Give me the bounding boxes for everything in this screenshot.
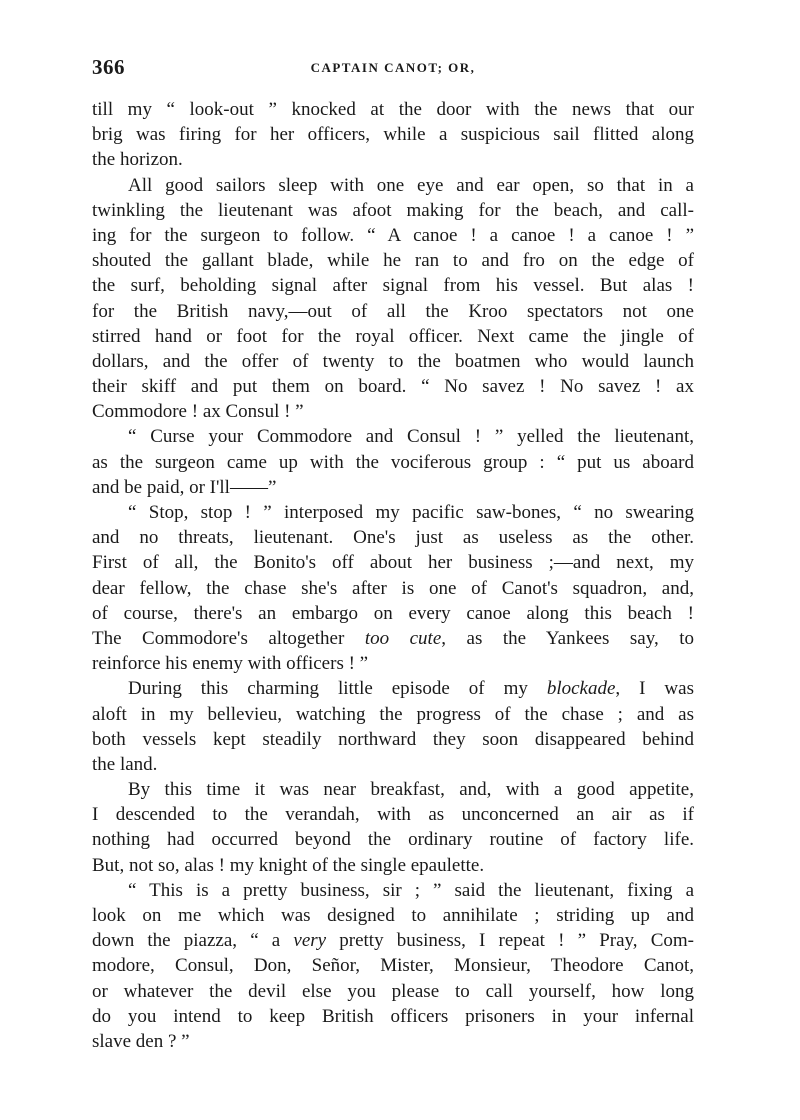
line-segment: During this charming little episode of my bbox=[128, 678, 547, 700]
text-line: reinforce his enemy with officers ! ” bbox=[92, 653, 369, 675]
text-line: First of all, the Bonito's off about her business ;—and next, my bbox=[92, 552, 694, 574]
text-line: brig was firing for her officers, while a suspicious sail flitted along bbox=[92, 124, 694, 146]
text-line bbox=[92, 676, 694, 701]
text-line: “ This is a pretty business, sir ; ” said the lieutenant, fixing a bbox=[128, 879, 694, 901]
text-line: twinkling the lieutenant was afoot making for the beach, and call- bbox=[92, 199, 694, 221]
text-line: both vessels kept steadily northward they soon disappeared behind bbox=[92, 728, 694, 750]
text-line: Commodore ! ax Consul ! ” bbox=[92, 401, 304, 423]
text-line: the land. bbox=[92, 753, 158, 775]
text-line: look on me which was designed to annihilate ; striding up and bbox=[92, 905, 694, 926]
text-line: the surf, beholding signal after signal from his vessel. But alas ! bbox=[92, 275, 694, 297]
line-segment: , I was bbox=[615, 678, 694, 700]
text-line: till my “ look-out ” knocked at the door with the news that our bbox=[92, 99, 694, 120]
body-text bbox=[92, 97, 694, 1054]
italic-phrase: too cute bbox=[364, 627, 442, 649]
text-line: “ Stop, stop ! ” interposed my pacific saw-bones, “ no swearing bbox=[128, 502, 694, 523]
text-line: aloft in my bellevieu, watching the progress of the chase ; and as bbox=[92, 703, 694, 725]
text-line: slave den ? ” bbox=[92, 1030, 190, 1052]
text-line: By this time it was near breakfast, and, with a good appetite, bbox=[128, 779, 694, 801]
text-line: stirred hand or foot for the royal officer. Next came the jingle of bbox=[92, 325, 694, 347]
page-header bbox=[92, 55, 694, 85]
text-line: and be paid, or I'll——” bbox=[92, 476, 277, 498]
italic-phrase: blockade bbox=[546, 678, 616, 700]
page-number: 366 bbox=[92, 55, 125, 79]
text-line: modore, Consul, Don, Señor, Mister, Monsieur, Theodore Canot, bbox=[92, 955, 694, 977]
text-line: shouted the gallant blade, while he ran to and fro on the edge of bbox=[92, 250, 694, 272]
text-line: “ Curse your Commodore and Consul ! ” yelled the lieutenant, bbox=[128, 426, 694, 448]
text-line: of course, there's an embargo on every canoe along this beach ! bbox=[92, 602, 694, 624]
text-line: or whatever the devil else you please to call yourself, how long bbox=[92, 980, 694, 1002]
line-segment: The Commodore's altogether bbox=[92, 627, 365, 649]
text-line: and no threats, lieutenant. One's just as useless as the other. bbox=[92, 527, 694, 549]
text-line: dollars, and the offer of twenty to the boatmen who would launch bbox=[92, 350, 694, 372]
text-line: I descended to the verandah, with as unconcerned an air as if bbox=[92, 804, 694, 826]
italic-phrase: very bbox=[293, 930, 327, 952]
text-line bbox=[92, 928, 694, 953]
text-line: the horizon. bbox=[92, 149, 183, 171]
text-line: But, not so, alas ! my knight of the single epaulette. bbox=[92, 854, 485, 876]
line-segment: , as the Yankees say, to bbox=[441, 627, 695, 649]
text-line: do you intend to keep British officers prisoners in your infernal bbox=[92, 1005, 694, 1027]
text-line: dear fellow, the chase she's after is one of Canot's squadron, and, bbox=[92, 577, 694, 599]
running-head: CAPTAIN CANOT; OR, bbox=[310, 60, 476, 75]
text-line: for the British navy,—out of all the Kroo spectators not one bbox=[92, 300, 694, 322]
text-line: their skiff and put them on board. “ No savez ! No savez ! ax bbox=[92, 376, 694, 398]
text-line: as the surgeon came up with the vociferous group : “ put us aboard bbox=[92, 451, 694, 473]
line-segment: pretty business, I repeat ! ” Pray, Com- bbox=[326, 930, 694, 952]
text-line: All good sailors sleep with one eye and ear open, so that in a bbox=[128, 174, 694, 196]
line-segment: down the piazza, “ a bbox=[92, 930, 294, 952]
text-line: nothing had occurred beyond the ordinary routine of factory life. bbox=[92, 829, 694, 851]
text-line: ing for the surgeon to follow. “ A canoe ! a canoe ! a canoe ! ” bbox=[92, 224, 694, 246]
text-line bbox=[92, 626, 694, 651]
